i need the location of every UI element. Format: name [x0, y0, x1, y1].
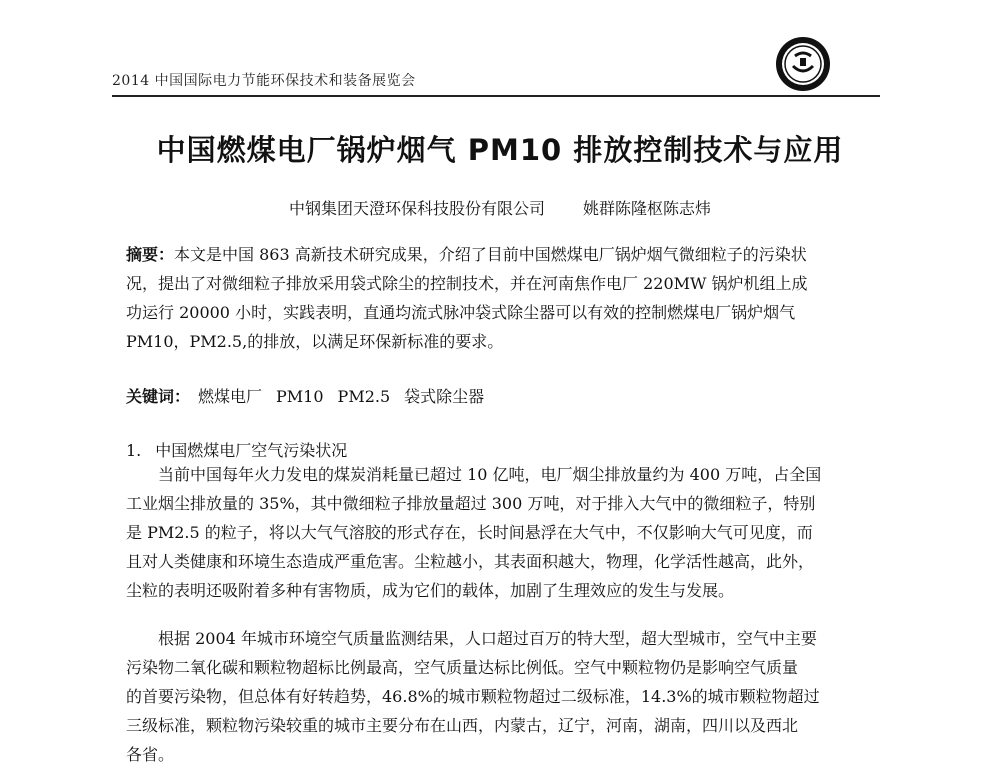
- paragraph-line: 是 PM2.5 的粒子，将以大气气溶胶的形式存在，长时间悬浮在大气中，不仅影响大气可见度，而: [126, 523, 813, 542]
- cec-logo-icon: [773, 34, 833, 94]
- keywords: [126, 382, 880, 411]
- paragraph-line: 三级标准，颗粒物污染较重的城市主要分布在山西，内蒙古，辽宁，河南，湖南，四川以及西北: [126, 716, 799, 735]
- paragraph-line: 根据 2004 年城市环境空气质量监测结果，人口超过百万的特大型，超大型城市，空气中主要: [158, 629, 817, 648]
- authors: 姚群陈隆枢陈志炜: [583, 199, 712, 218]
- abstract-line: 功运行 20000 小时，实践表明，直通均流式脉冲袋式除尘器可以有效的控制燃煤电厂锅炉烟气: [126, 303, 796, 322]
- abstract: [126, 240, 880, 356]
- affiliation-line: [0, 196, 1000, 219]
- paragraph-line: 尘粒的表明还吸附着多种有害物质，成为它们的载体，加剧了生理效应的发生与发展。: [126, 581, 735, 600]
- abstract-line: 本文是中国 863 高新技术研究成果，介绍了目前中国燃煤电厂锅炉烟气微细粒子的污染状: [174, 245, 807, 264]
- paper-title: 中国燃煤电厂锅炉烟气 PM10 排放控制技术与应用: [156, 133, 844, 167]
- keywords-label: 关键词：: [126, 387, 191, 406]
- header-divider: [112, 95, 880, 97]
- abstract-line: 况，提出了对微细粒子排放采用袋式除尘的控制技术，并在河南焦作电厂 220MW 锅炉机组上成: [126, 274, 808, 293]
- abstract-label: 摘要：: [126, 245, 175, 264]
- keyword-item: 燃煤电厂: [198, 387, 263, 406]
- paragraph-line: 的首要污染物，但总体有好转趋势，46.8%的城市颗粒物超过二级标准，14.3%的城市颗粒物超过: [126, 687, 820, 706]
- keyword-item: PM2.5: [337, 387, 391, 406]
- paragraph-line: 且对人类健康和环境生态造成严重危害。尘粒越小，其表面积越大，物理，化学活性越高，此外，: [126, 552, 815, 571]
- paragraph: [126, 624, 880, 769]
- paragraph: [126, 460, 880, 605]
- organization: 中钢集团天澄环保科技股份有限公司: [288, 199, 545, 218]
- section-title: 中国燃煤电厂空气污染状况: [155, 441, 348, 460]
- paragraph-line: 工业烟尘排放量的 35%，其中微细粒子排放量超过 300 万吨，对于排入大气中的微细粒子，特别: [126, 494, 816, 513]
- paragraph-line: 各省。: [126, 745, 175, 764]
- keyword-item: PM10: [276, 387, 324, 406]
- abstract-line: PM10，PM2.5,的排放，以满足环保新标准的要求。: [126, 332, 504, 351]
- keyword-item: 袋式除尘器: [404, 387, 485, 406]
- section-number: 1.: [126, 441, 142, 460]
- paragraph-line: 污染物二氧化碳和颗粒物超标比例最高，空气质量达标比例低。空气中颗粒物仍是影响空气质量: [126, 658, 799, 677]
- paragraph-line: 当前中国每年火力发电的煤炭消耗量已超过 10 亿吨，电厂烟尘排放量约为 400 万吨，占全国: [158, 465, 822, 484]
- conference-title: 2014 中国国际电力节能环保技术和装备展览会: [112, 73, 416, 89]
